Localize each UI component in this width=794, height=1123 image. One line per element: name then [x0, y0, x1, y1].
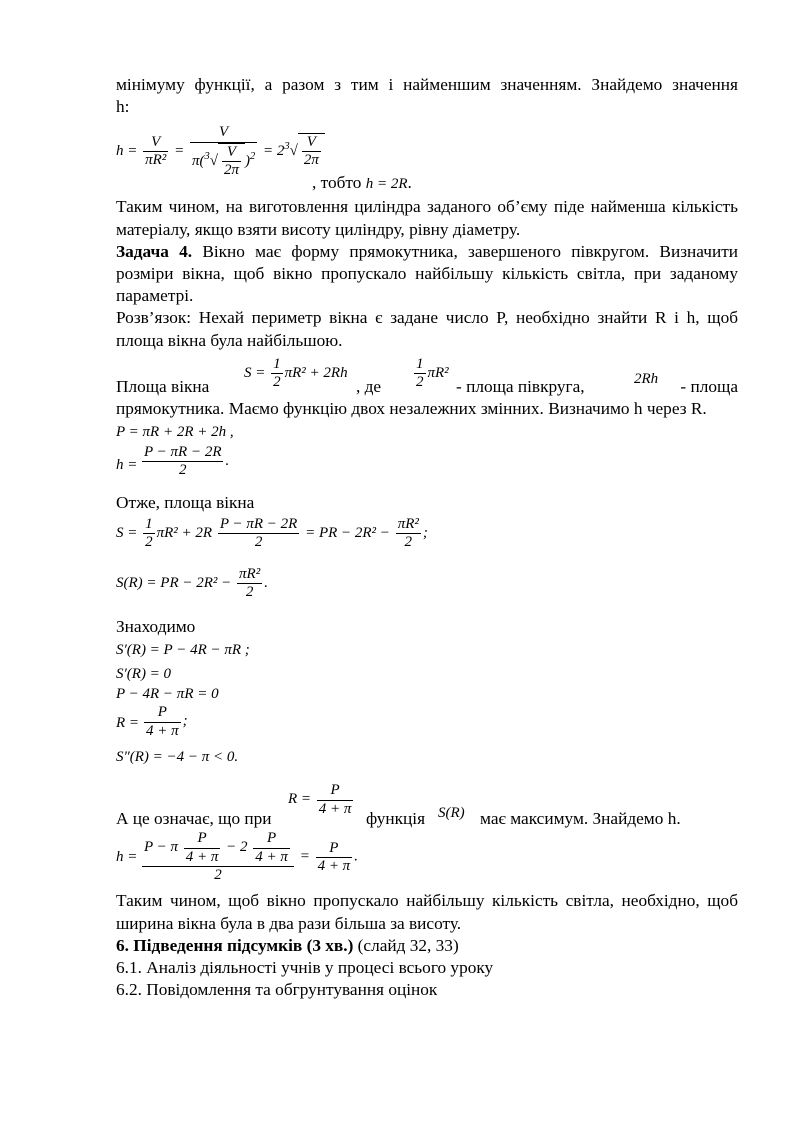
formula-S-prime: S′(R) = P − 4R − πR ;	[116, 642, 250, 659]
section6-bold: 6. Підведення підсумків (3 хв.)	[116, 935, 354, 955]
frac-den: 2	[273, 374, 281, 391]
h-lhs: h =	[116, 457, 138, 474]
S-tail: = PR − 2R² −	[305, 525, 390, 542]
frac-den: 2	[214, 866, 222, 883]
formula-h-2R: h = 2R	[365, 176, 408, 193]
semicolon: ;	[182, 713, 188, 730]
S-rhs: πR² + 2Rh	[284, 365, 348, 382]
semicolon: ;	[422, 525, 428, 542]
de-text: , де	[356, 376, 382, 396]
R-lhs: R =	[288, 791, 312, 808]
frac-num: V	[302, 134, 321, 152]
two-cbrt-coef: = 2	[262, 143, 285, 160]
S-mid: πR² + 2R	[156, 525, 213, 542]
formula-critical-eq: P − 4R − πR = 0	[116, 686, 219, 703]
frac-den: 4 + π	[185, 848, 219, 865]
fraction-V-over-pi-cbrt	[190, 124, 257, 179]
frac-den: 2	[416, 374, 424, 391]
frac-num: P	[253, 830, 290, 848]
formula-2Rh: 2Rh	[634, 370, 659, 387]
frac-num: P	[316, 840, 353, 858]
funktsiya-text: функція	[366, 809, 426, 829]
paragraph-conclusion-cylinder: Таким чином, на виготовлення циліндра заданого об’єму піде найменша кількість матеріалу, якщо взяти висоту циліндру, рівну діаметру.	[116, 197, 738, 239]
item-6-1: 6.1. Аналіз діяльності учнів у процесі всього уроку	[116, 958, 494, 978]
task4-label: Задача 4.	[116, 241, 193, 261]
period: .	[234, 749, 239, 766]
S-lhs: S =	[116, 525, 138, 542]
period: .	[225, 453, 230, 470]
frac-den: 4 + π	[146, 722, 179, 739]
section6-heading	[116, 935, 738, 957]
half-circle-text: - площа півкруга,	[456, 376, 585, 396]
paragraph-min-function: мінімуму функції, а разом з тим і найменшим значенням. Знайдемо значення	[116, 75, 738, 94]
frac-den: 2π	[303, 152, 319, 169]
Spp-text: S″(R) = −4 − π < 0	[116, 749, 235, 766]
num-part-a: P − π	[144, 839, 179, 856]
period: .	[407, 173, 412, 193]
frac-den: 2	[178, 462, 187, 479]
frac-num: P	[317, 782, 354, 800]
paragraph-znakhodymo: Знаходимо	[116, 617, 196, 637]
area-line	[116, 352, 738, 398]
formula-S-prime-zero: S′(R) = 0	[116, 666, 172, 683]
paragraph-rectangle: прямокутника. Маємо функцію двох незалежних змінних. Визначимо h через R.	[116, 398, 707, 418]
paragraph-conclusion-window: Таким чином, щоб вікно пропускало найбільшу кількість світла, необхідно, щоб ширина вікна була в два рази більша за висоту.	[116, 891, 738, 933]
formula-S-area	[244, 356, 348, 392]
frac-num: πR²	[396, 516, 421, 534]
frac-num: V	[190, 124, 257, 142]
frac-den: 4 + π	[317, 857, 351, 874]
frac-num: V	[222, 144, 241, 162]
period: .	[264, 575, 268, 592]
task4-text: Вікно має форму прямокутника, завершеного півкругом. Визначити розміри вікна, щоб вікно пропускало найбільшу кількість світла, при заданому параметрі.	[116, 241, 738, 306]
formula-h-lhs: h =	[116, 143, 138, 160]
frac-num: πR²	[237, 566, 262, 584]
equals-sign: =	[174, 143, 185, 160]
formula-S-double-prime	[116, 746, 738, 768]
formula-h-final	[116, 830, 738, 890]
document-page	[116, 74, 738, 1001]
equals-sign: =	[299, 848, 310, 865]
h-final-fraction	[140, 830, 358, 884]
item-6-2: 6.2. Повідомлення та обгрунтування оцінок	[116, 980, 438, 1000]
formula-P: P = πR + 2R + 2h ,	[116, 424, 234, 441]
frac-num-compound	[142, 830, 294, 867]
S-lhs: S =	[244, 365, 270, 382]
formula-h-derivation: h = $\frac{V}{\text{πR²}}$ = V π($^3$√ $\frac{V}{2\pi}$ )$^2$ = $2^3√$ $\frac{V}{2\pi}$ , тобто h = 2R.	[116, 124, 412, 193]
paragraph-h-label: h:	[116, 97, 130, 117]
frac-den: πR²	[145, 152, 167, 169]
piR2-term: πR²	[427, 365, 449, 382]
frac-num: 1	[143, 516, 155, 534]
frac-num: P − πR − 2R	[142, 444, 223, 462]
formula-R-at-max	[288, 782, 355, 818]
R-lhs: R =	[116, 715, 140, 732]
paragraph-task4	[116, 241, 738, 308]
frac-den: 4 + π	[255, 848, 288, 865]
frac-num: P − πR − 2R	[218, 516, 299, 534]
formula-S-of-R	[116, 562, 738, 608]
h-lhs: h =	[116, 849, 138, 866]
frac-den: 2π	[223, 161, 239, 178]
frac-num: V	[143, 134, 168, 152]
frac-den: 4 + π	[318, 800, 352, 817]
frac-num: P	[184, 830, 221, 848]
frac-num: 1	[271, 356, 283, 374]
formula-h-from-P	[116, 444, 738, 488]
tobto-text: , тобто	[312, 173, 362, 193]
period: .	[354, 848, 358, 865]
SR-lhs: S(R) = PR − 2R² −	[116, 575, 232, 592]
frac-den: 2	[245, 584, 254, 601]
paragraph-otzhe: Отже, площа вікна	[116, 493, 255, 513]
formula-S-full	[116, 514, 738, 558]
frac-num: 1	[414, 356, 426, 374]
num-part-b: − 2	[226, 839, 248, 856]
maye-max-text: має максимум. Знайдемо h.	[480, 809, 681, 829]
maximum-line	[116, 778, 738, 830]
rect-area-text: - площа	[680, 376, 738, 396]
frac-den: 2	[254, 534, 263, 551]
frac-den: 2	[145, 534, 153, 551]
section6-slides: (слайд 32, 33)	[353, 935, 459, 955]
frac-den-cbrt: π($^3$√ $\frac{V}{2\pi}$ )$^2$	[191, 143, 256, 178]
formula-S-of-R-symbol: S(R)	[438, 805, 465, 822]
area-label: Площа вікна	[116, 376, 210, 396]
frac-den: 2	[404, 534, 413, 551]
paragraph-solution: Розв’язок: Нехай периметр вікна є задане число P, необхідно знайти R і h, щоб площа вікна була найбільшою.	[116, 308, 738, 350]
fraction-V-over-piR2	[143, 134, 168, 170]
a-tse-text: А це означає, що при	[116, 809, 272, 829]
formula-R-value	[116, 704, 738, 744]
formula-half-circle	[412, 356, 449, 392]
frac-num: P	[144, 704, 181, 722]
